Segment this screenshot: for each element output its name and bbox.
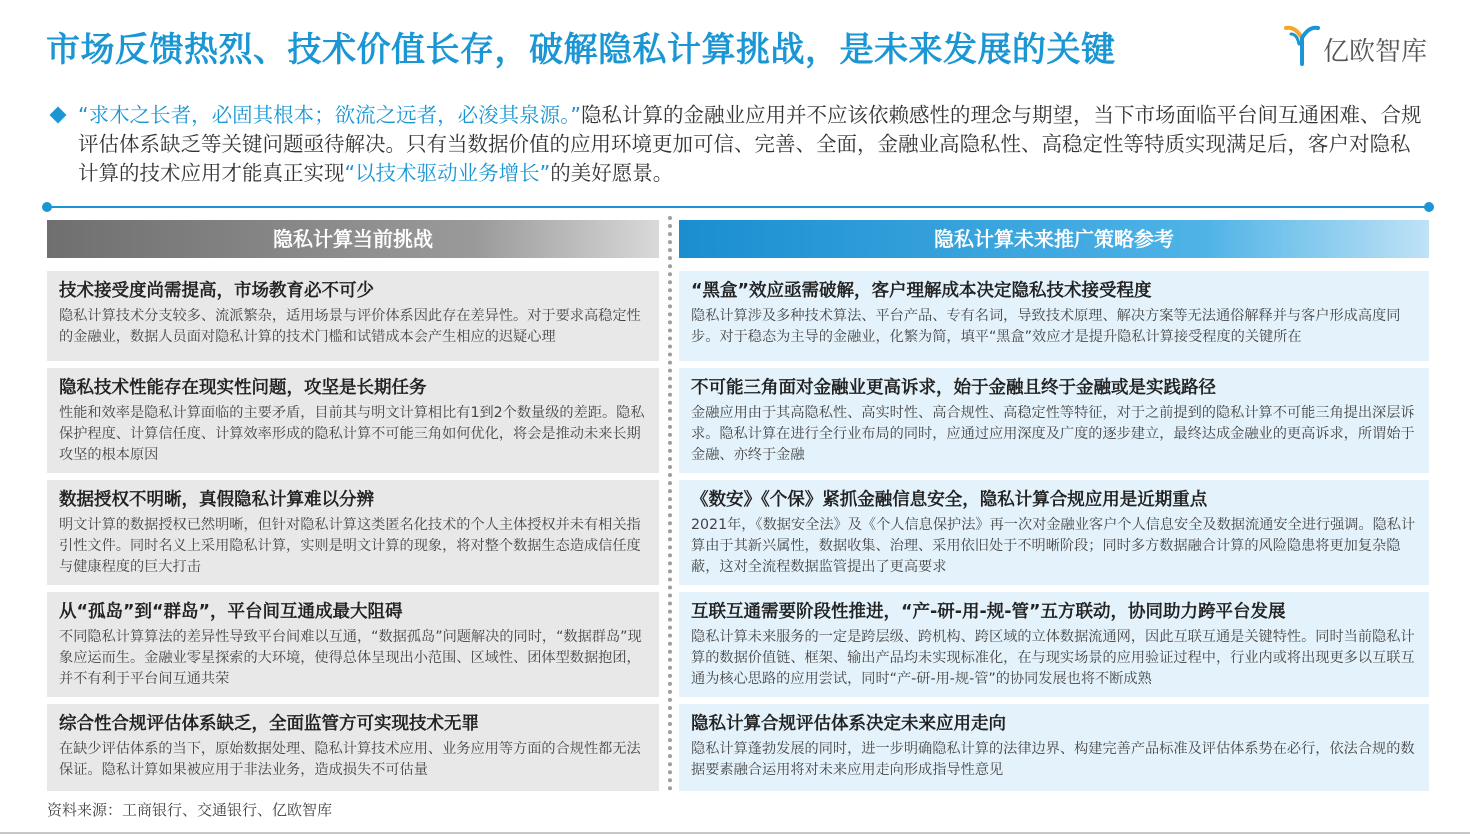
strategy-card-1 [679,271,1429,361]
card-body: 性能和效率是隐私计算面临的主要矛盾，目前其与明文计算相比有1到2个数量级的差距。隐私保护程度、计算信任度、计算效率形成的隐私计算不可能三角如何优化，将会是推动未来长期攻坚的根本原因 [59,405,645,463]
intro-highlight: “以技术驱动业务增长” [344,161,551,185]
divider-dot-right [1424,202,1434,212]
card-title: 不可能三角面对金融业更高诉求，始于金融且终于金融或是实践路径 [691,378,1216,398]
challenge-card-3 [47,480,659,585]
section-divider [46,206,1430,208]
challenge-card-2 [47,368,659,473]
card-title: 从“孤岛”到“群岛”，平台间互通成最大阻碍 [59,602,403,622]
card-body: 金融应用由于其高隐私性、高实时性、高合规性、高稳定性等特征，对于之前提到的隐私计算不可能三角提出深层诉求。隐私计算在进行全行业布局的同时，应通过应用深度及广度的逐步建立，最终达成金融业的更高诉求，所谓始于金融、亦终于金融 [691,405,1415,463]
intro-end: 的美好愿景。 [550,161,674,185]
bullet-diamond-icon [50,107,67,124]
intro-quote: “求木之长者，必固其根本；欲流之远者，必浚其泉源。” [78,103,581,127]
card-body: 2021年，《数据安全法》及《个人信息保护法》再一次对金融业客户个人信息安全及数据流通安全进行强调。隐私计算由于其新兴属性，数据收集、治理、采用依旧处于不明晰阶段；同时多方数据融合计算的风险隐患将更加复杂隐蔽，这对全流程数据监管提出了更高要求 [691,517,1416,575]
intro-paragraph [52,101,1422,188]
brand-logo [1283,22,1453,68]
card-body: 明文计算的数据授权已然明晰，但针对隐私计算这类匿名化技术的个人主体授权并未有相关指引性文件。同时名义上采用隐私计算，实则是明文计算的现象，将对整个数据生态造成信任度与健康程度的巨大打击 [59,517,641,575]
card-title: 数据授权不明晰，真假隐私计算难以分辨 [59,490,374,510]
source-note: 资料来源：工商银行、交通银行、亿欧智库 [47,801,333,819]
strategy-card-2 [679,368,1429,473]
strategy-card-4 [679,592,1429,697]
bottom-rule [0,832,1470,834]
card-title: “黑盒”效应亟需破解，客户理解成本决定隐私技术接受程度 [691,281,1152,301]
strategies-column [679,220,1429,778]
card-body: 隐私计算未来服务的一定是跨层级、跨机构、跨区域的立体数据流通网，因此互联互通是关键特性。同时当前隐私计算的数据价值链、框架、输出产品均未实现标准化，在与现实场景的应用验证过程中，行业内或将出现更多以互联互通为核心思路的应用尝试，同时“产-研-用-规-管”的协同发展也将不断成熟 [691,629,1415,687]
strategy-card-3 [679,480,1429,585]
card-body: 不同隐私计算算法的差异性导致平台间难以互通，“数据孤岛”问题解决的同时，“数据群岛”现象应运而生。金融业零星探索的大环境，使得总体呈现出小范围、区域性、团体型数据抱团，并不有利于平台间互通共荣 [59,629,642,687]
card-body: 隐私计算技术分支较多、流派繁杂，适用场景与评价体系因此存在差异性。对于要求高稳定性的金融业，数据人员面对隐私计算的技术门槛和试错成本会产生相应的迟疑心理 [59,308,641,345]
card-body: 隐私计算涉及多种技术算法、平台产品、专有名词，导致技术原理、解决方案等无法通俗解释并与客户形成高度同步。对于稳态为主导的金融业，化繁为简，填平“黑盒”效应才是提升隐私计算接受程度的关键所在 [691,308,1401,345]
card-title: 隐私计算合规评估体系决定未来应用走向 [691,714,1006,734]
challenges-column [47,220,659,778]
intro-body: 隐私计算的金融业应用并不应该依赖感性的理念与期望，当下市场面临平台间互通困难、合规评估体系缺乏等关键问题亟待解决。只有当数据价值的应用环境更加可信、完善、全面，金融业高隐私性、高稳定性等特质实现满足后，客户对隐私计算的技术应用才能真正实现 [78,103,1422,185]
card-title: 《数安》《个保》紧抓金融信息安全，隐私计算合规应用是近期重点 [691,490,1208,510]
card-body: 隐私计算蓬勃发展的同时，进一步明确隐私计算的法律边界、构建完善产品标准及评估体系势在必行，依法合规的数据要素融合运用将对未来应用走向形成指导性意见 [691,741,1415,778]
divider-dot-left [42,202,52,212]
card-title: 隐私技术性能存在现实性问题，攻坚是长期任务 [59,378,427,398]
challenges-header: 隐私计算当前挑战 [47,220,659,258]
card-title: 互联互通需要阶段性推进，“产-研-用-规-管”五方联动，协同助力跨平台发展 [691,602,1286,622]
card-title: 技术接受度尚需提高，市场教育必不可少 [59,281,374,301]
strategy-card-5 [679,704,1429,791]
challenge-card-4 [47,592,659,697]
column-separator [668,216,672,791]
page-title: 市场反馈热烈、技术价值长存，破解隐私计算挑战，是未来发展的关键 [46,30,1116,70]
challenge-card-5 [47,704,659,791]
logo-text: 亿欧智库 [1323,37,1428,67]
strategies-header: 隐私计算未来推广策略参考 [679,220,1429,258]
yiou-logo-icon [1283,22,1321,68]
card-body: 在缺少评估体系的当下，原始数据处理、隐私计算技术应用、业务应用等方面的合规性都无法保证。隐私计算如果被应用于非法业务，造成损失不可估量 [59,741,641,778]
challenge-card-1 [47,271,659,361]
card-title: 综合性合规评估体系缺乏，全面监管方可实现技术无罪 [59,714,479,734]
